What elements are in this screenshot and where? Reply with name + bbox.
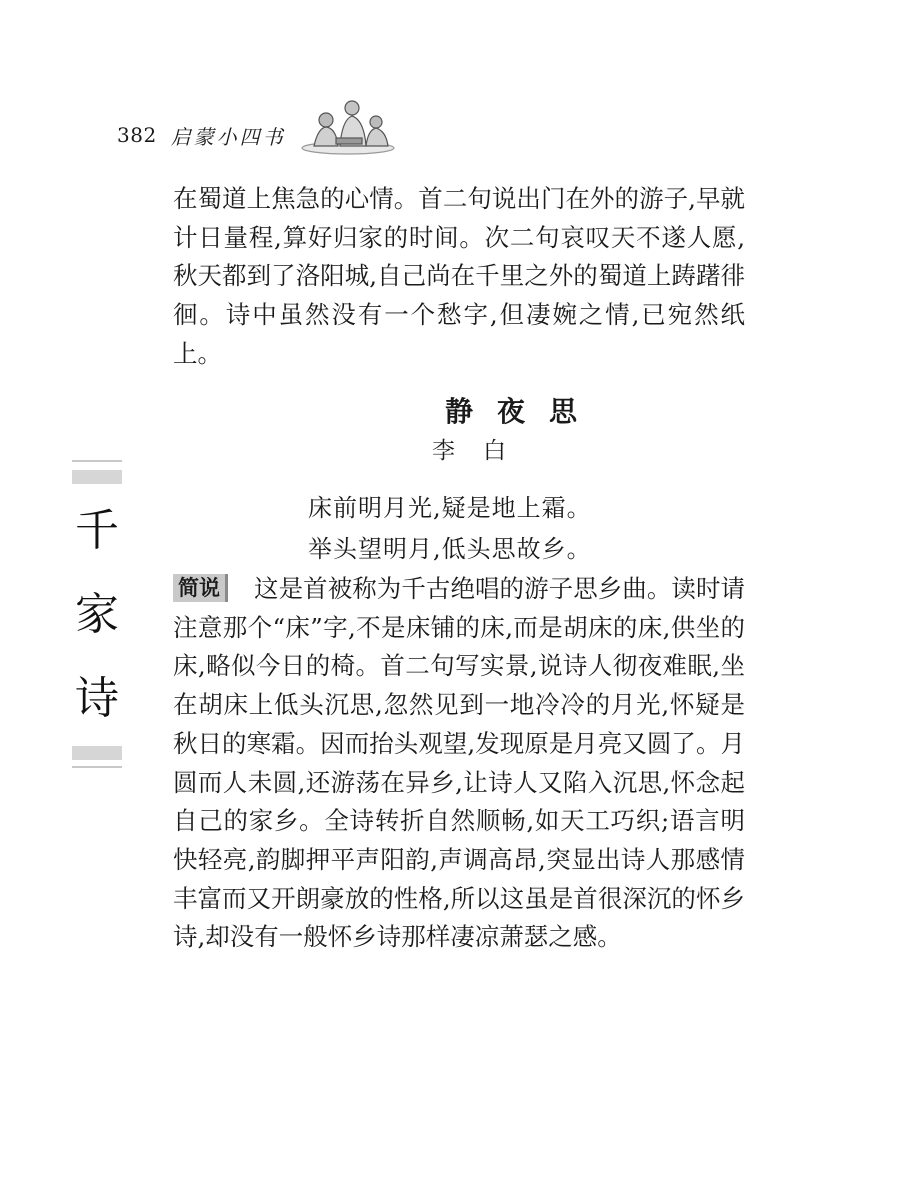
side-tab-char: 诗 [75,673,119,724]
section-side-tab [72,460,122,770]
side-tab-bottom-bar [72,744,122,770]
side-tab-char: 家 [75,589,119,640]
page-header [117,118,286,152]
paragraph-continuation [173,180,745,374]
side-tab-top-bar [72,460,122,486]
page-number: 382 [117,123,157,147]
poem-line: 床前明月光,疑是地上霜。 [308,494,592,522]
commentary [173,570,745,957]
commentary-badge: 简说 [173,574,228,602]
poem-author: 李白 [432,438,534,464]
poem-line: 举头望明月,低头思故乡。 [308,535,592,563]
scholars-illustration [296,98,400,158]
poem-title: 静夜思 [444,395,601,428]
side-tab-char: 千 [75,505,119,556]
commentary-text: 这是首被称为千古绝唱的游子思乡曲。读时请注意那个“床”字,不是床铺的床,而是胡床的床,供坐的床,略似今日的椅。首二句写实景,说诗人彻夜难眠,坐在胡床上低头沉思,忽然见到一地冷冷的月光,怀疑是秋日的寒霜。因而抬头观望,发现原是月亮又圆了。月圆而人未圆,还游荡在异乡,让诗人又陷入沉思,怀念起自己的家乡。全诗转折自然顺畅,如天工巧织;语言明快轻亮,韵脚押平声阳韵,声调高昂,突显出诗人那感情丰富而又开朗豪放的性格,所以这虽是首很深沉的怀乡诗,却没有一般怀乡诗那样凄凉萧瑟之感。 [173,574,745,952]
book-title: 启蒙小四书 [170,124,286,149]
paragraph-text: 在蜀道上焦急的心情。首二句说出门在外的游子,早就计日量程,算好归家的时间。次二句哀叹天不遂人愿,秋天都到了洛阳城,自己尚在千里之外的蜀道上踌躇徘徊。诗中虽然没有一个愁字,但凄婉之情,已宛然纸上。 [173,184,745,368]
poem-body [308,488,728,570]
